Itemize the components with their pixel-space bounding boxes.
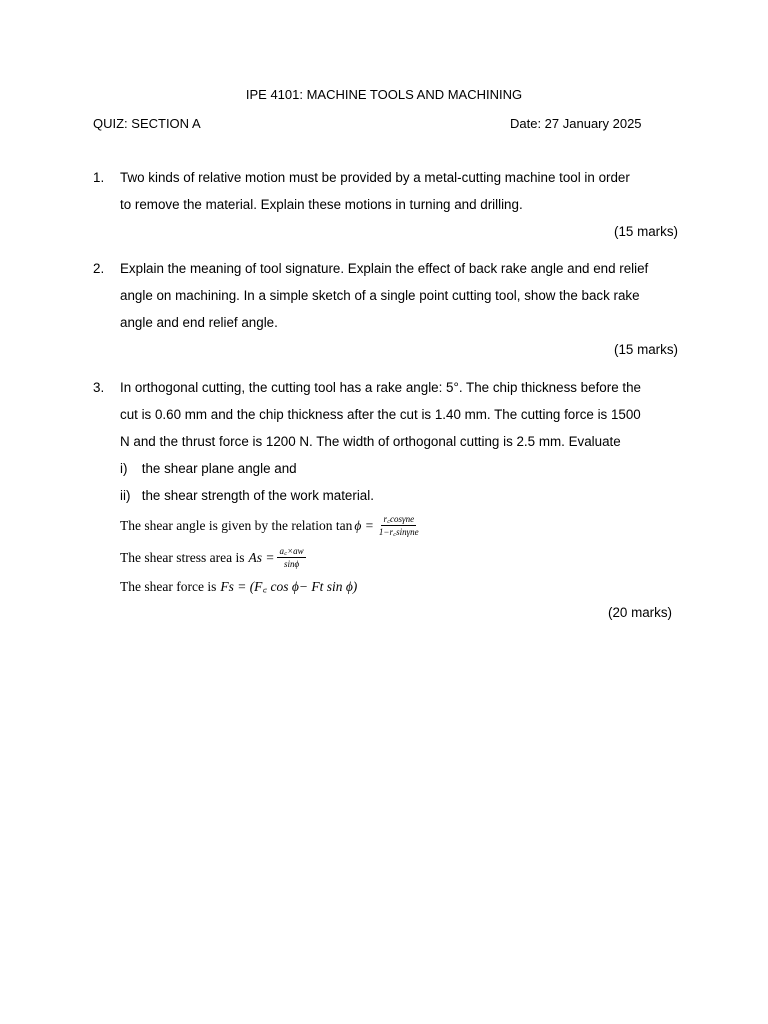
question-3 — [93, 374, 678, 626]
question-number: 3. — [93, 380, 105, 395]
sub-question-item — [120, 482, 678, 509]
sub-question-text: the shear plane angle and — [141, 461, 297, 476]
formula-expression: Fs = (F꜀ cos ϕ− Ft sin ϕ) — [220, 578, 358, 594]
formula-fraction — [277, 546, 305, 569]
sub-question-label: i) — [120, 461, 128, 476]
fraction-denominator: sinϕ — [283, 558, 300, 569]
question-marks: (15 marks) — [614, 342, 678, 357]
question-1 — [93, 164, 678, 245]
shear-angle-formula — [120, 509, 678, 541]
formula-text: The shear force is — [120, 578, 217, 594]
question-number: 1. — [93, 170, 105, 185]
fraction-denominator: 1−r꜀sinγne — [378, 526, 419, 537]
formula-text: The shear stress area is — [120, 549, 245, 565]
fraction-numerator: r꜀cosγne — [383, 513, 415, 524]
shear-area-formula — [120, 541, 678, 573]
quiz-section-label: QUIZ: SECTION A — [93, 116, 201, 131]
question-number: 2. — [93, 261, 105, 276]
question-text-line: to remove the material. Explain these motions in turning and drilling. — [120, 197, 523, 212]
quiz-date: Date: 27 January 2025 — [510, 116, 642, 131]
formula-fraction — [377, 514, 421, 537]
sub-question-text: the shear strength of the work material. — [141, 488, 374, 503]
question-text-line: cut is 0.60 mm and the chip thickness after the cut is 1.40 mm. The cutting force is 1500 — [120, 407, 641, 422]
question-text-line: Two kinds of relative motion must be provided by a metal-cutting machine tool in order — [120, 170, 630, 185]
question-text-line: angle and end relief angle. — [120, 315, 278, 330]
question-text-line: Explain the meaning of tool signature. Explain the effect of back rake angle and end relief — [120, 261, 649, 276]
question-text-line: angle on machining. In a simple sketch of a single point cutting tool, show the back rake — [120, 288, 640, 303]
question-2 — [93, 255, 678, 363]
formula-lhs: ϕ = — [354, 517, 374, 533]
fraction-numerator: a꜀×aw — [279, 545, 304, 556]
formula-text: The shear angle is given by the relation tan — [120, 517, 353, 533]
question-marks: (15 marks) — [614, 224, 678, 239]
document-title: IPE 4101: MACHINE TOOLS AND MACHINING — [245, 87, 523, 102]
sub-question-label: ii) — [120, 488, 131, 503]
question-marks: (20 marks) — [608, 605, 672, 620]
formula-lhs: As = — [248, 549, 275, 565]
question-text-line: In orthogonal cutting, the cutting tool has a rake angle: 5°. The chip thickness before the — [120, 380, 641, 395]
question-text-line: N and the thrust force is 1200 N. The width of orthogonal cutting is 2.5 mm. Evaluate — [120, 434, 621, 449]
shear-force-formula — [120, 573, 678, 599]
sub-question-item — [120, 455, 678, 482]
